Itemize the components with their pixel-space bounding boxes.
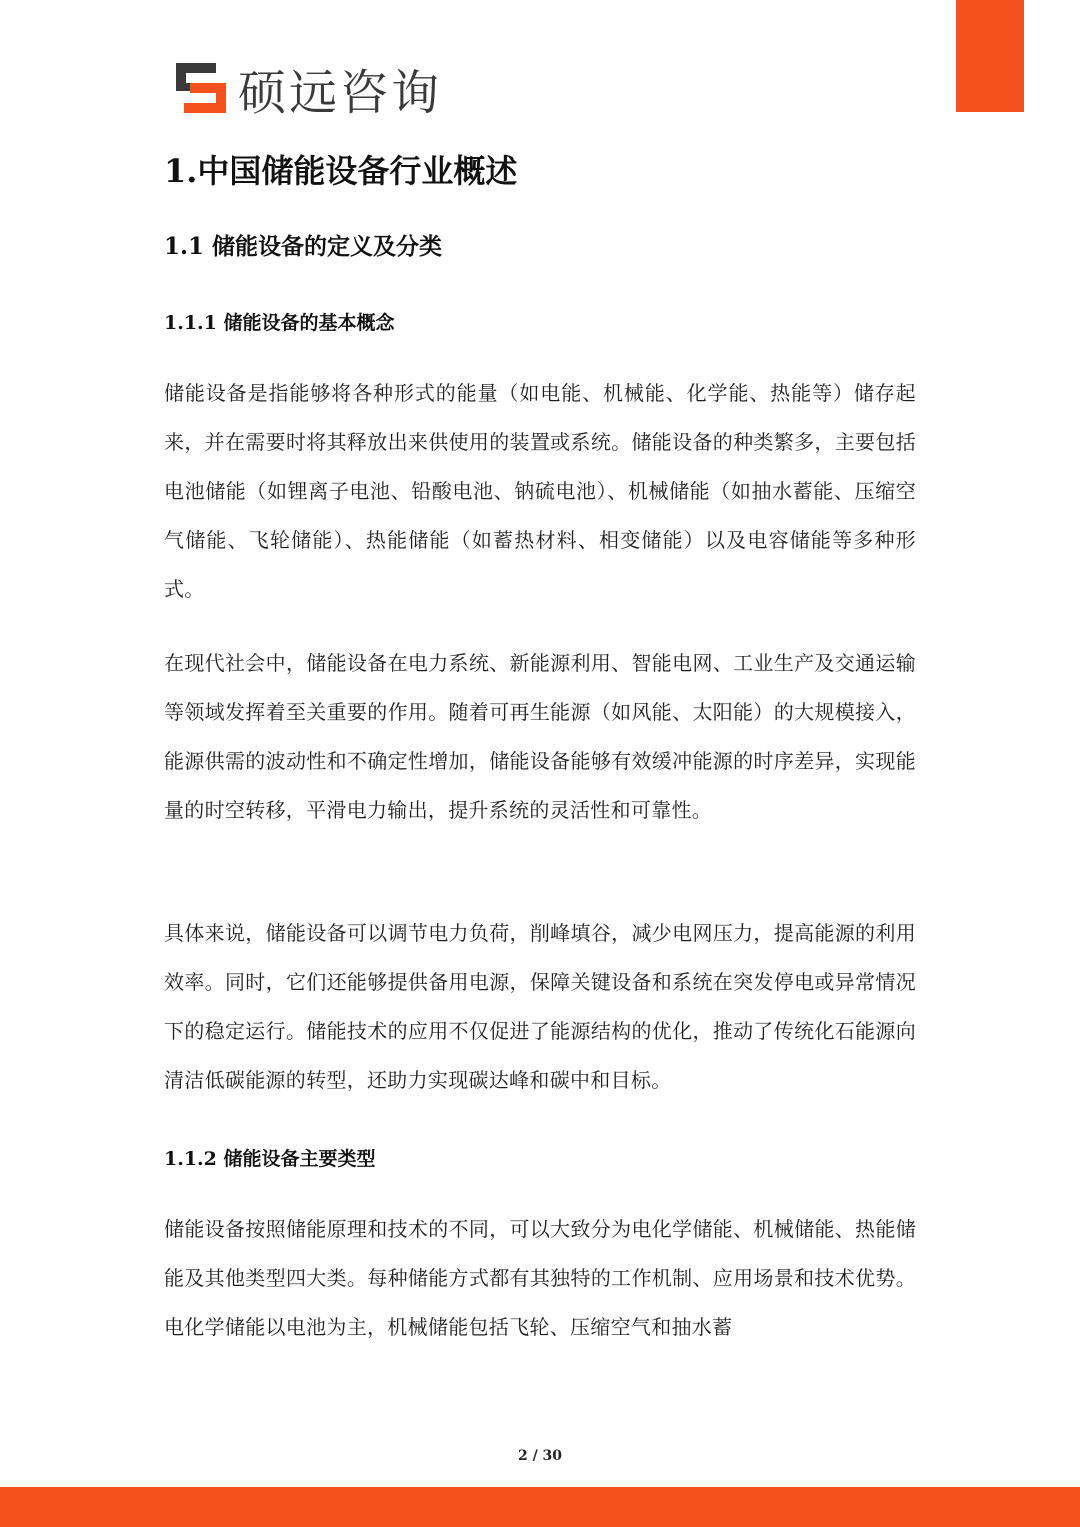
subsection-heading: 1.1.2 储能设备主要类型 [164,1148,376,1170]
page-title: 1.中国储能设备行业概述 [164,152,518,190]
bottom-accent-bar [0,1487,1080,1527]
page-number: 2 / 30 [517,1448,563,1464]
paragraph: 具体来说，储能设备可以调节电力负荷，削峰填谷，减少电网压力，提高能源的利用效率。同时，它们还能够提供备用电源，保障关键设备和系统在突发停电或异常情况下的稳定运行。储能技术的应用不仅促进了能源结构的优化，推动了传统化石能源向清洁低碳能源的转型，还助力实现碳达峰和碳中和目标。 [164,921,916,1092]
section-heading: 1.1 储能设备的定义及分类 [164,233,443,260]
top-accent-block [956,0,1024,112]
brand-logo [176,58,443,121]
brand-s-icon [176,63,228,113]
brand-name: 硕远咨询 [238,64,443,121]
paragraph: 在现代社会中，储能设备在电力系统、新能源利用、智能电网、工业生产及交通运输等领域发挥着至关重要的作用。随着可再生能源（如风能、太阳能）的大规模接入，能源供需的波动性和不确定性增加，储能设备能够有效缓冲能源的时序差异，实现能量的时空转移，平滑电力输出，提升系统的灵活性和可靠性。 [164,651,916,822]
paragraph: 储能设备按照储能原理和技术的不同，可以大致分为电化学储能、机械储能、热能储能及其他类型四大类。每种储能方式都有其独特的工作机制、应用场景和技术优势。电化学储能以电池为主，机械储能包括飞轮、压缩空气和抽水蓄 [164,1217,916,1339]
paragraph: 储能设备是指能够将各种形式的能量（如电能、机械能、化学能、热能等）储存起来，并在需要时将其释放出来供使用的装置或系统。储能设备的种类繁多，主要包括电池储能（如锂离子电池、铅酸电池、钠硫电池）、机械储能（如抽水蓄能、压缩空气储能、飞轮储能）、热能储能（如蓄热材料、相变储能）以及电容储能等多种形式。 [164,381,916,601]
subsection-heading: 1.1.1 储能设备的基本概念 [164,312,395,334]
